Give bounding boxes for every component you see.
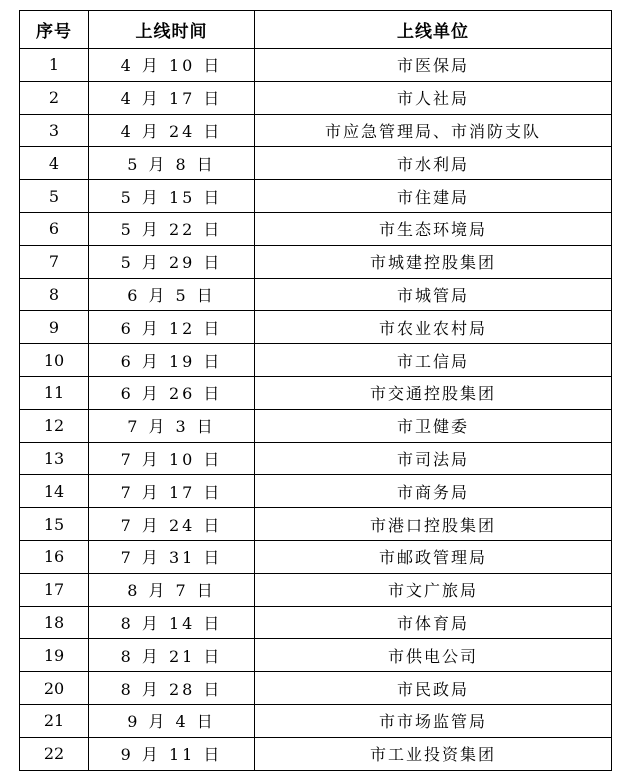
cell-index: 13 <box>20 442 89 475</box>
cell-unit: 市农业农村局 <box>255 311 612 344</box>
table-row <box>20 114 612 147</box>
cell-index: 4 <box>20 147 89 180</box>
cell-date: 4 月 17 日 <box>89 81 255 114</box>
table-row <box>20 311 612 344</box>
cell-index: 5 <box>20 180 89 213</box>
table-row <box>20 672 612 705</box>
cell-index: 22 <box>20 737 89 770</box>
cell-date: 6 月 5 日 <box>89 278 255 311</box>
cell-unit: 市人社局 <box>255 81 612 114</box>
cell-date: 9 月 4 日 <box>89 704 255 737</box>
cell-date: 7 月 10 日 <box>89 442 255 475</box>
cell-unit: 市市场监管局 <box>255 704 612 737</box>
cell-unit: 市港口控股集团 <box>255 508 612 541</box>
cell-unit: 市生态环境局 <box>255 212 612 245</box>
table-row <box>20 573 612 606</box>
cell-index: 17 <box>20 573 89 606</box>
cell-index: 12 <box>20 409 89 442</box>
cell-date: 8 月 14 日 <box>89 606 255 639</box>
cell-index: 6 <box>20 212 89 245</box>
table-row <box>20 540 612 573</box>
header-index: 序号 <box>20 11 89 49</box>
cell-unit: 市水利局 <box>255 147 612 180</box>
table-header-row <box>20 11 612 49</box>
cell-unit: 市邮政管理局 <box>255 540 612 573</box>
cell-index: 3 <box>20 114 89 147</box>
cell-unit: 市工信局 <box>255 344 612 377</box>
table-row <box>20 475 612 508</box>
cell-date: 8 月 28 日 <box>89 672 255 705</box>
cell-index: 21 <box>20 704 89 737</box>
table-row <box>20 639 612 672</box>
cell-unit: 市供电公司 <box>255 639 612 672</box>
cell-index: 9 <box>20 311 89 344</box>
table-body <box>20 49 612 771</box>
cell-date: 4 月 10 日 <box>89 49 255 82</box>
cell-index: 20 <box>20 672 89 705</box>
cell-date: 7 月 17 日 <box>89 475 255 508</box>
cell-date: 8 月 7 日 <box>89 573 255 606</box>
table-row <box>20 344 612 377</box>
cell-date: 7 月 31 日 <box>89 540 255 573</box>
cell-unit: 市工业投资集团 <box>255 737 612 770</box>
cell-date: 6 月 12 日 <box>89 311 255 344</box>
cell-date: 7 月 3 日 <box>89 409 255 442</box>
cell-unit: 市应急管理局、市消防支队 <box>255 114 612 147</box>
cell-unit: 市城管局 <box>255 278 612 311</box>
cell-index: 1 <box>20 49 89 82</box>
cell-date: 5 月 15 日 <box>89 180 255 213</box>
cell-unit: 市文广旅局 <box>255 573 612 606</box>
cell-date: 8 月 21 日 <box>89 639 255 672</box>
cell-index: 19 <box>20 639 89 672</box>
table-row <box>20 180 612 213</box>
schedule-table-container <box>19 10 611 771</box>
table-row <box>20 508 612 541</box>
cell-unit: 市城建控股集团 <box>255 245 612 278</box>
cell-unit: 市体育局 <box>255 606 612 639</box>
cell-index: 18 <box>20 606 89 639</box>
cell-date: 7 月 24 日 <box>89 508 255 541</box>
cell-index: 15 <box>20 508 89 541</box>
cell-index: 8 <box>20 278 89 311</box>
cell-unit: 市交通控股集团 <box>255 376 612 409</box>
cell-unit: 市民政局 <box>255 672 612 705</box>
cell-unit: 市医保局 <box>255 49 612 82</box>
table-row <box>20 81 612 114</box>
header-date: 上线时间 <box>89 11 255 49</box>
cell-unit: 市司法局 <box>255 442 612 475</box>
table-row <box>20 606 612 639</box>
table-row <box>20 49 612 82</box>
cell-index: 10 <box>20 344 89 377</box>
table-row <box>20 442 612 475</box>
cell-index: 11 <box>20 376 89 409</box>
table-row <box>20 245 612 278</box>
cell-date: 5 月 8 日 <box>89 147 255 180</box>
cell-unit: 市卫健委 <box>255 409 612 442</box>
cell-index: 14 <box>20 475 89 508</box>
cell-date: 9 月 11 日 <box>89 737 255 770</box>
table-row <box>20 737 612 770</box>
table-row <box>20 278 612 311</box>
header-unit: 上线单位 <box>255 11 612 49</box>
cell-date: 6 月 26 日 <box>89 376 255 409</box>
cell-index: 16 <box>20 540 89 573</box>
table-row <box>20 409 612 442</box>
cell-unit: 市商务局 <box>255 475 612 508</box>
table-row <box>20 212 612 245</box>
cell-date: 5 月 22 日 <box>89 212 255 245</box>
table-row <box>20 147 612 180</box>
cell-unit: 市住建局 <box>255 180 612 213</box>
cell-index: 2 <box>20 81 89 114</box>
cell-date: 4 月 24 日 <box>89 114 255 147</box>
schedule-table <box>19 10 612 771</box>
cell-date: 6 月 19 日 <box>89 344 255 377</box>
cell-date: 5 月 29 日 <box>89 245 255 278</box>
table-row <box>20 704 612 737</box>
table-row <box>20 376 612 409</box>
cell-index: 7 <box>20 245 89 278</box>
